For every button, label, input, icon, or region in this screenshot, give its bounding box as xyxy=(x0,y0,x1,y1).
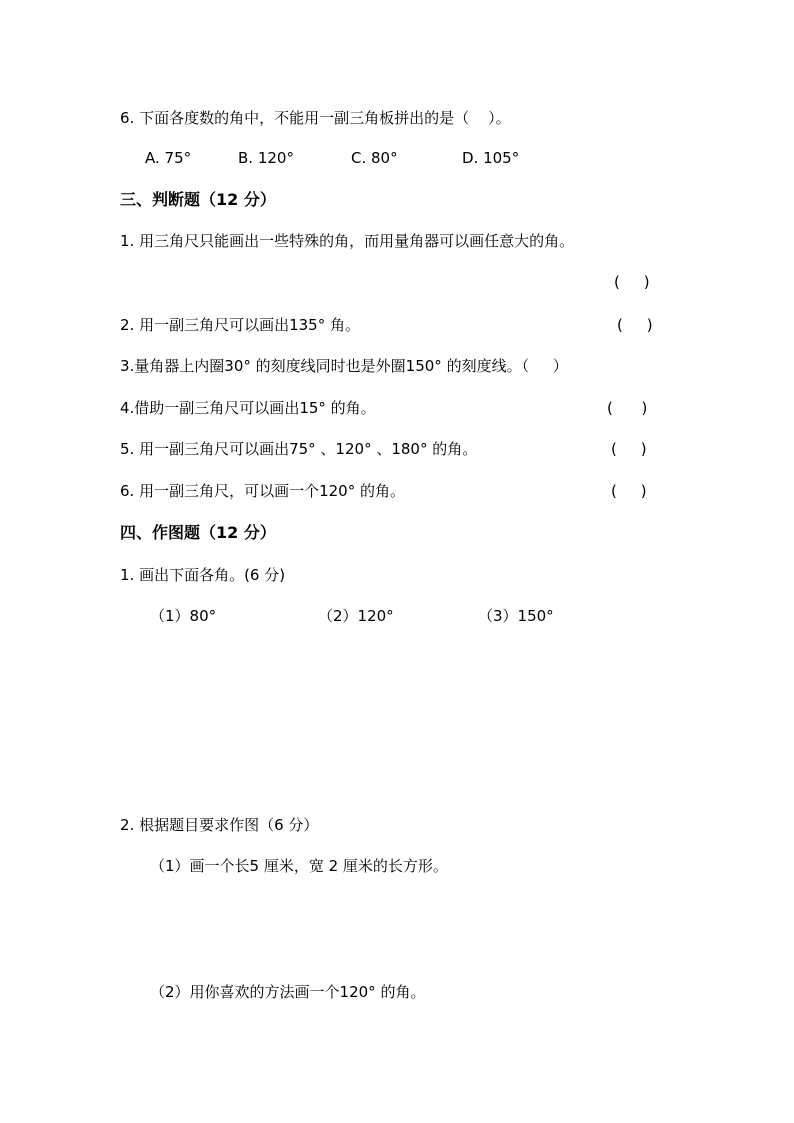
judge-item-1: 1. 用三角尺只能画出一些特殊的角，而用量角器可以画任意大的角。 xyxy=(120,232,575,250)
option-b: B. 120° xyxy=(238,149,294,167)
judge-item-4-blank[interactable]: ( ) xyxy=(607,399,648,417)
section-3-heading: 三、判断题（12 分） xyxy=(120,190,276,209)
drawing-q1-stem: 1. 画出下面各角。(6 分) xyxy=(120,566,286,584)
drawing-q1-part-1: （1）80° xyxy=(150,607,217,625)
question-6-stem: 6. 下面各度数的角中，不能用一副三角板拼出的是（ ）。 xyxy=(120,109,511,127)
section-4-heading: 四、作图题（12 分） xyxy=(120,523,276,542)
drawing-q1-part-2: （2）120° xyxy=(318,607,394,625)
judge-item-6-blank[interactable]: ( ) xyxy=(611,482,647,500)
option-c: C. 80° xyxy=(351,149,398,167)
option-d: D. 105° xyxy=(462,149,520,167)
drawing-q1-part-3: （3）150° xyxy=(478,607,554,625)
judge-item-5: 5. 用一副三角尺可以画出75° 、120° 、180° 的角。 xyxy=(120,440,478,458)
judge-item-2-blank[interactable]: ( ) xyxy=(617,316,653,334)
drawing-q2-part-1: （1）画一个长5 厘米，宽 2 厘米的长方形。 xyxy=(150,857,448,875)
drawing-q2-stem: 2. 根据题目要求作图（6 分） xyxy=(120,816,319,834)
judge-item-2: 2. 用一副三角尺可以画出135° 角。 xyxy=(120,316,360,334)
judge-item-4: 4.借助一副三角尺可以画出15° 的角。 xyxy=(120,399,376,417)
option-a: A. 75° xyxy=(145,149,192,167)
judge-item-5-blank[interactable]: ( ) xyxy=(611,440,647,458)
judge-item-1-blank[interactable]: ( ) xyxy=(614,273,650,291)
judge-item-3: 3.量角器上内圈30° 的刻度线同时也是外圈150° 的刻度线。（ ） xyxy=(120,357,568,375)
judge-item-6: 6. 用一副三角尺，可以画一个120° 的角。 xyxy=(120,482,405,500)
drawing-q2-part-2: （2）用你喜欢的方法画一个120° 的角。 xyxy=(150,983,426,1001)
